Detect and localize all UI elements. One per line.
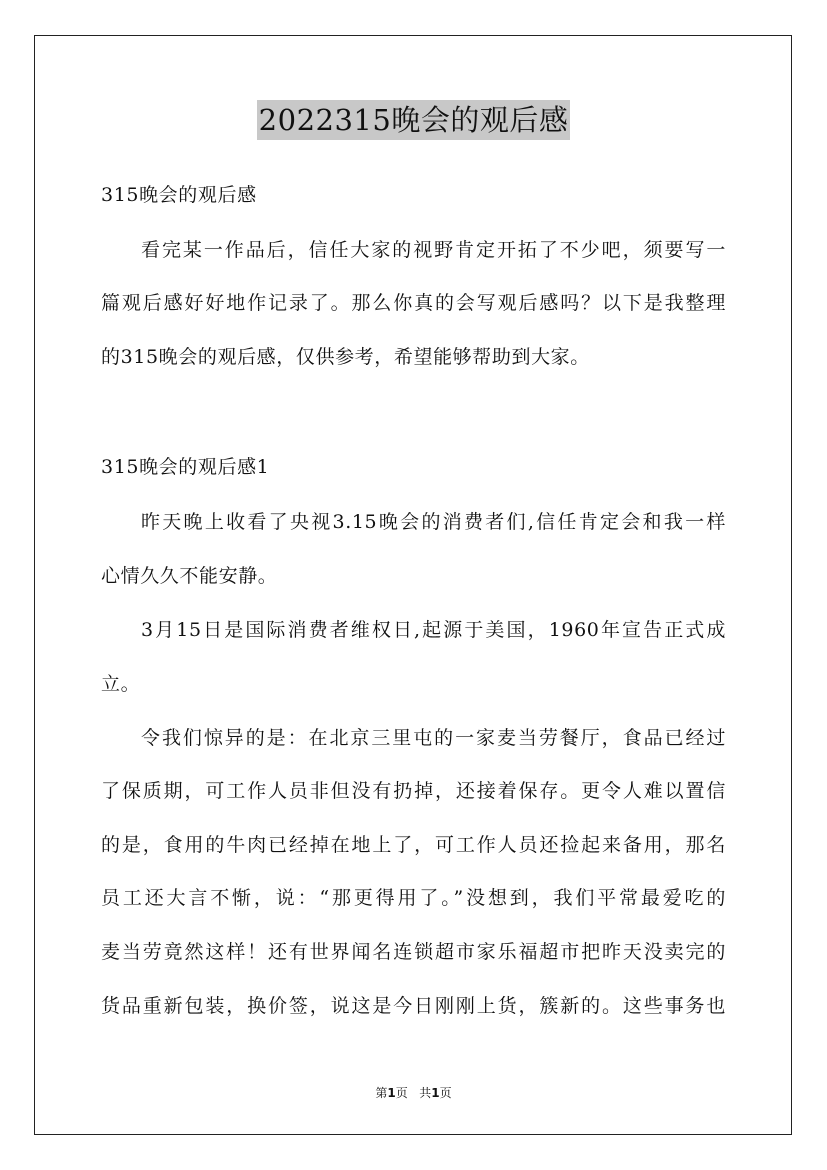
page-footer bbox=[0, 1084, 827, 1101]
intro-line-1: 看完某一作品后，信任大家的视野肯定开拓了不少吧，须要写一 bbox=[141, 239, 726, 261]
body-line-9: 麦当劳竟然这样！还有世界闻名连锁超市家乐福超市把昨天没卖完的 bbox=[101, 941, 726, 963]
footer-page-number: 1 bbox=[387, 1086, 396, 1100]
body-line-3: 3月15日是国际消费者维权日,起源于美国，1960年宣告正式成 bbox=[141, 619, 726, 641]
footer-page-label-a: 第 bbox=[375, 1086, 388, 1100]
body-line-5: 令我们惊异的是：在北京三里屯的一家麦当劳餐厅，食品已经过 bbox=[141, 727, 726, 749]
footer-page-label-b: 页 bbox=[395, 1086, 408, 1100]
intro-line-3: 的315晚会的观后感，仅供参考，希望能够帮助到大家。 bbox=[101, 346, 590, 368]
body-line-7: 的是，食用的牛肉已经掉在地上了，可工作人员还捡起来备用，那名 bbox=[101, 834, 726, 856]
section-heading: 315晚会的观后感1 bbox=[101, 456, 270, 478]
title-container bbox=[0, 100, 827, 140]
footer-total-label-b: 页 bbox=[439, 1086, 452, 1100]
body-line-2: 心情久久不能安静。 bbox=[101, 565, 278, 587]
body-line-6: 了保质期，可工作人员非但没有扔掉，还接着保存。更令人难以置信 bbox=[101, 780, 726, 802]
intro-line-2: 篇观后感好好地作记录了。那么你真的会写观后感吗？以下是我整理 bbox=[101, 292, 726, 314]
footer-total-number: 1 bbox=[431, 1086, 440, 1100]
body-line-8: 员工还大言不惭，说：“那更得用了。”没想到，我们平常最爱吃的 bbox=[101, 887, 726, 909]
body-line-10: 货品重新包装，换价签，说这是今日刚刚上货，簇新的。这些事务也 bbox=[101, 995, 726, 1017]
body-line-1: 昨天晚上收看了央视3.15晚会的消费者们,信任肯定会和我一样 bbox=[141, 511, 726, 533]
subtitle: 315晚会的观后感 bbox=[101, 184, 257, 206]
body-line-4: 立。 bbox=[101, 673, 141, 695]
footer-total-label-a: 共 bbox=[419, 1086, 432, 1100]
document-title: 2022315晚会的观后感 bbox=[257, 100, 571, 140]
